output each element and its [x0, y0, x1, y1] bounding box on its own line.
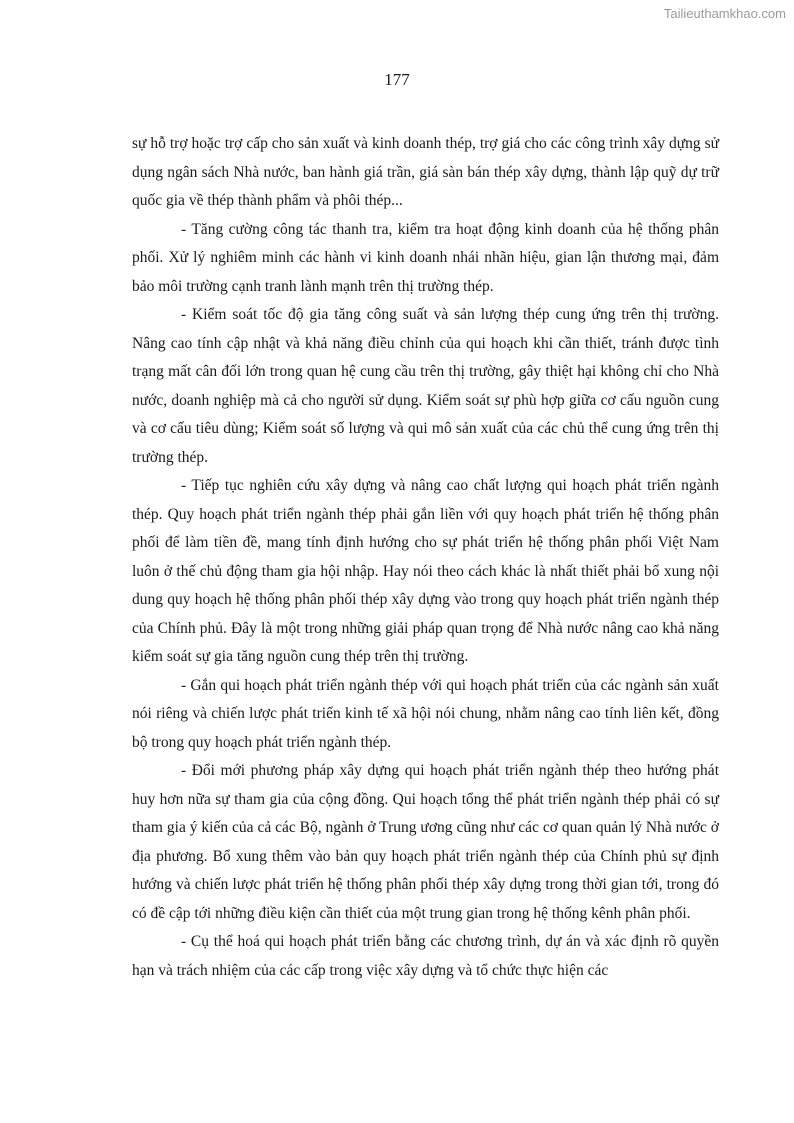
paragraph-planning-concretize: - Cụ thể hoá qui hoạch phát triển bằng các chương trình, dự án và xác định rõ quyền hạn và trách nhiệm của các cấp trong việc xây dựng và tổ chức thực hiện các	[132, 933, 719, 979]
paragraph-continuation: sự hỗ trợ hoặc trợ cấp cho sản xuất và kinh doanh thép, trợ giá cho các công trình xây dựng sử dụng ngân sách Nhà nước, ban hành giá trần, giá sàn bán thép xây dựng, thành lập quỹ dự trữ quốc gia về thép thành phẩm và phôi thép...	[132, 135, 719, 209]
page-number: 177	[384, 70, 410, 89]
paragraph-planning-research: - Tiếp tục nghiên cứu xây dựng và nâng cao chất lượng qui hoạch phát triển ngành thép. Quy hoạch phát triển ngành thép phải gắn liền với quy hoạch phát triển hệ thống phân phối để làm tiền đề, mang tính định hướng cho sự phát triển hệ thống phân phối Việt Nam luôn ở thế chủ động tham gia hội nhập. Hay nói theo cách khác là nhất thiết phải bổ xung nội dung quy hoạch hệ thống phân phối thép xây dựng vào trong quy hoạch phát triển ngành thép của Chính phủ. Đây là một trong những giải pháp quan trọng để Nhà nước nâng cao khả năng kiểm soát sự gia tăng nguồn cung thép trên thị trường.	[132, 477, 719, 665]
site-watermark: Tailieuthamkhao.com	[663, 6, 786, 21]
paragraph-planning-linkage: - Gắn qui hoạch phát triển ngành thép với qui hoạch phát triển của các ngành sản xuất nói riêng và chiến lược phát triển kinh tế xã hội nói chung, nhằm nâng cao tính liên kết, đồng bộ trong quy hoạch phát triển ngành thép.	[132, 676, 719, 751]
document-body	[132, 130, 719, 985]
paragraph-inspection: - Tăng cường công tác thanh tra, kiểm tra hoạt động kinh doanh của hệ thống phân phối. Xử lý nghiêm minh các hành vi kinh doanh nhái nhãn hiệu, gian lận thương mại, đảm bảo môi trường cạnh tranh lành mạnh trên thị trường thép.	[132, 220, 719, 295]
paragraph-planning-method: - Đổi mới phương pháp xây dựng qui hoạch phát triển ngành thép theo hướng phát huy hơn nữa sự tham gia của cộng đồng. Qui hoạch tổng thể phát triển ngành thép phải có sự tham gia ý kiến của cả các Bộ, ngành ở Trung ương cũng như các cơ quan quản lý Nhà nước ở địa phương. Bổ xung thêm vào bản quy hoạch phát triển ngành thép của Chính phủ sự định hướng và chiến lược phát triển hệ thống phân phối thép xây dựng trong thời gian tới, trong đó có đề cập tới những điều kiện cần thiết của một trung gian trong hệ thống kênh phân phối.	[132, 762, 719, 922]
paragraph-capacity-control: - Kiểm soát tốc độ gia tăng công suất và sản lượng thép cung ứng trên thị trường. Nâng cao tính cập nhật và khả năng điều chỉnh của qui hoạch khi cần thiết, tránh được tình trạng mất cân đối lớn trong quan hệ cung cầu trên thị trường, gây thiệt hại không chỉ cho Nhà nước, doanh nghiệp mà cả cho người sử dụng. Kiểm soát sự phù hợp giữa cơ cấu nguồn cung và cơ cấu tiêu dùng; Kiểm soát số lượng và qui mô sản xuất của các chủ thể cung ứng trên thị trường thép.	[132, 306, 719, 466]
